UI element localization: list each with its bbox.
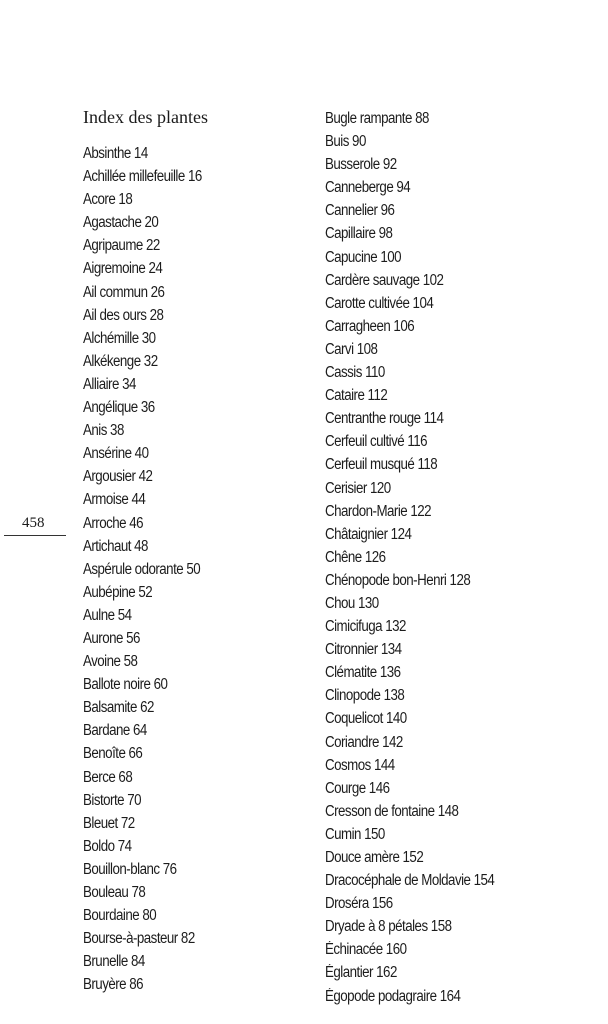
index-entry: Cerfeuil musqué 118 bbox=[325, 456, 438, 474]
index-entry: Carragheen 106 bbox=[325, 317, 415, 335]
index-entry: Cresson de fontaine 148 bbox=[325, 802, 459, 820]
index-entry: Bourdaine 80 bbox=[83, 907, 157, 925]
index-entry: Acore 18 bbox=[83, 191, 133, 209]
index-entry: Absinthe 14 bbox=[83, 145, 148, 162]
index-entry: Chou 130 bbox=[325, 594, 379, 612]
index-entry: Carotte cultivée 104 bbox=[325, 294, 434, 312]
index-entry: Bardane 64 bbox=[83, 722, 147, 740]
index-entry: Brunelle 84 bbox=[83, 953, 145, 971]
index-entry: Courge 146 bbox=[325, 779, 390, 797]
index-column-right bbox=[325, 107, 522, 1008]
index-entry: Berce 68 bbox=[83, 768, 133, 786]
index-entry: Cataire 112 bbox=[325, 387, 388, 405]
index-entry: Alliaire 34 bbox=[83, 375, 136, 393]
index-entry: Agastache 20 bbox=[83, 214, 159, 232]
index-entry: Armoise 44 bbox=[83, 491, 146, 509]
index-column-left bbox=[83, 142, 221, 996]
index-entry: Cerfeuil cultivé 116 bbox=[325, 433, 428, 451]
index-entry: Bouillon-blanc 76 bbox=[83, 860, 177, 878]
index-entry: Bourse-à-pasteur 82 bbox=[83, 930, 195, 948]
index-entry: Clinopode 138 bbox=[325, 687, 405, 705]
index-entry: Cerisier 120 bbox=[325, 479, 391, 497]
index-entry: Ansérine 40 bbox=[83, 445, 149, 463]
index-entry: Anis 38 bbox=[83, 422, 124, 440]
index-entry: Aspérule odorante 50 bbox=[83, 560, 201, 578]
index-entry: Capucine 100 bbox=[325, 248, 402, 266]
index-entry: Cimicifuga 132 bbox=[325, 618, 406, 636]
index-entry: Benoîte 66 bbox=[83, 745, 143, 763]
index-entry: Égopode podagraire 164 bbox=[325, 987, 461, 1005]
index-entry: Cosmos 144 bbox=[325, 756, 395, 774]
page-number: 458 bbox=[22, 515, 45, 531]
index-entry: Dracocéphale de Moldavie 154 bbox=[325, 872, 495, 890]
index-entry: Capillaire 98 bbox=[325, 225, 393, 243]
index-entry: Bouleau 78 bbox=[83, 884, 146, 901]
index-entry: Citronnier 134 bbox=[325, 641, 402, 659]
index-entry: Busserole 92 bbox=[325, 156, 397, 174]
index-entry: Coquelicot 140 bbox=[325, 710, 407, 728]
index-entry: Chénopode bon-Henri 128 bbox=[325, 571, 471, 589]
index-entry: Canneberge 94 bbox=[325, 179, 411, 197]
index-entry: Châtaignier 124 bbox=[325, 525, 412, 543]
index-entry: Balsamite 62 bbox=[83, 699, 154, 717]
index-entry: Buis 90 bbox=[325, 133, 366, 151]
index-entry: Églantier 162 bbox=[325, 964, 397, 982]
index-entry: Centranthe rouge 114 bbox=[325, 410, 444, 428]
index-heading: Index des plantes bbox=[83, 107, 208, 127]
index-entry: Aubépine 52 bbox=[83, 583, 153, 601]
index-entry: Cumin 150 bbox=[325, 825, 385, 843]
page-number-rule bbox=[4, 535, 66, 536]
index-entry: Bugle rampante 88 bbox=[325, 110, 429, 127]
index-entry: Boldo 74 bbox=[83, 837, 132, 855]
index-entry: Bleuet 72 bbox=[83, 814, 135, 832]
index-entry: Arroche 46 bbox=[83, 514, 144, 532]
index-entry: Coriandre 142 bbox=[325, 733, 403, 751]
index-entry: Ballote noire 60 bbox=[83, 676, 168, 694]
index-entry: Clématite 136 bbox=[325, 664, 401, 682]
index-entry: Douce amère 152 bbox=[325, 849, 424, 866]
index-entry: Carvi 108 bbox=[325, 340, 378, 358]
index-entry: Bistorte 70 bbox=[83, 791, 142, 809]
index-entry: Droséra 156 bbox=[325, 895, 393, 913]
index-entry: Angélique 36 bbox=[83, 399, 155, 417]
index-entry: Agripaume 22 bbox=[83, 237, 160, 255]
index-entry: Avoine 58 bbox=[83, 653, 138, 671]
index-entry: Chêne 126 bbox=[325, 548, 386, 566]
index-entry: Aurone 56 bbox=[83, 629, 140, 647]
index-entry: Cassis 110 bbox=[325, 364, 385, 382]
index-entry: Argousier 42 bbox=[83, 468, 153, 486]
index-entry: Achillée millefeuille 16 bbox=[83, 168, 202, 186]
index-entry: Dryade à 8 pétales 158 bbox=[325, 918, 452, 936]
index-entry: Cannelier 96 bbox=[325, 202, 395, 220]
index-entry: Artichaut 48 bbox=[83, 537, 148, 555]
index-entry: Ail commun 26 bbox=[83, 283, 165, 301]
index-entry: Alchémille 30 bbox=[83, 329, 156, 347]
index-entry: Alkékenge 32 bbox=[83, 352, 158, 370]
index-entry: Aigremoine 24 bbox=[83, 260, 163, 278]
index-entry: Ail des ours 28 bbox=[83, 306, 164, 324]
index-entry: Cardère sauvage 102 bbox=[325, 271, 444, 289]
index-entry: Bruyère 86 bbox=[83, 976, 144, 994]
index-entry: Aulne 54 bbox=[83, 606, 132, 624]
index-entry: Chardon-Marie 122 bbox=[325, 502, 432, 520]
index-entry: Échinacée 160 bbox=[325, 941, 407, 959]
